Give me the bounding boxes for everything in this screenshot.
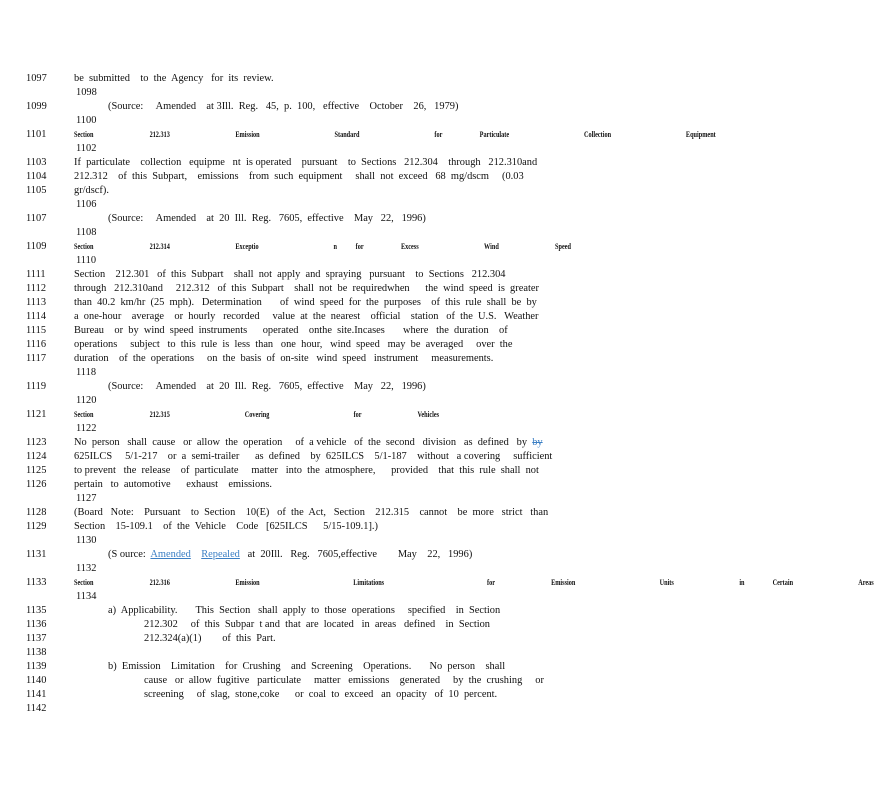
line-text: 212.324(a)(1) of this Part. (144, 633, 276, 644)
deleted-text: by (532, 437, 543, 448)
line-text: Section 212.316 Emission Limitations for Emission Units in Certain Areas (74, 578, 874, 587)
line-number: 1126 (26, 479, 47, 490)
line-text: 212.302 of this Subpar t and that are located in areas defined in Section (144, 619, 490, 630)
line-text: Section 212.314 Exceptio n for Excess Wind Speed (74, 242, 571, 251)
line-text: b) Emission Limitation for Crushing and Screening Operations. No person shall (108, 661, 506, 672)
line-number: 1099 (26, 101, 47, 112)
line-number: 1101 (26, 129, 47, 140)
line-text: (Source: Amended at 3Ill. Reg. 45, p. 100, effective October 26, 1979) (108, 101, 459, 112)
line-text: If particulate collection equipme nt is operated pursuant to Sections 212.304 through 212.310and (74, 157, 538, 168)
line-text: to prevent the release of particulate matter into the atmosphere, provided that this rule shall not (74, 465, 539, 476)
line-text: 1134 (76, 591, 97, 602)
line-text: (Board Note: Pursuant to Section 10(E) of the Act, Section 212.315 cannot be more strict than (74, 507, 549, 518)
line-number: 1140 (26, 675, 47, 686)
text-line (108, 605, 500, 617)
text-line (74, 339, 513, 351)
text-line (76, 367, 96, 379)
text-line (74, 157, 537, 169)
line-number: 1105 (26, 185, 47, 196)
spacer (191, 549, 201, 560)
text-line (108, 549, 472, 561)
text-line (74, 353, 493, 365)
line-text: Section 212.301 of this Subpart shall not apply and spraying pursuant to Sections 212.304 (74, 269, 506, 280)
source-tail: at 20Ill. Reg. 7605,effective May 22, 1996) (239, 549, 473, 560)
text-line (144, 619, 490, 631)
text-line (74, 185, 109, 197)
line-text: Section 212.315 Covering for Vehicles (74, 410, 440, 419)
line-text: 1118 (76, 367, 97, 378)
text-line (74, 269, 505, 281)
line-number: 1113 (26, 297, 47, 308)
text-line (76, 87, 97, 99)
text-line (76, 115, 96, 127)
line-number: 1131 (26, 549, 47, 560)
line-text: (Source: Amended at 20 Ill. Reg. 7605, effective May 22, 1996) (108, 381, 426, 392)
line-text: (S ource: (108, 549, 151, 560)
line-text: 1122 (76, 423, 97, 434)
line-number: 1142 (26, 703, 47, 714)
text-line (74, 297, 537, 309)
section-heading (74, 409, 439, 421)
line-number: 1123 (26, 437, 47, 448)
line-text: a) Applicability. This Section shall apply to those operations specified in Section (108, 605, 501, 616)
line-text: 212.312 of this Subpart, emissions from such equipment shall not exceed 68 mg/dscm (0.03 (74, 171, 524, 182)
text-line (76, 199, 96, 211)
text-line (76, 395, 96, 407)
text-line (74, 311, 538, 323)
text-line (76, 591, 96, 603)
line-number: 1129 (26, 521, 47, 532)
line-number: 1135 (26, 605, 47, 616)
text-line (76, 535, 96, 547)
line-text: 1120 (76, 395, 97, 406)
line-number: 1107 (26, 213, 47, 224)
line-number: 1104 (26, 171, 47, 182)
amended-link[interactable]: Amended (150, 549, 191, 560)
line-number: 1138 (26, 647, 47, 658)
line-text: (Source: Amended at 20 Ill. Reg. 7605, effective May 22, 1996) (108, 213, 426, 224)
line-number: 1115 (26, 325, 47, 336)
text-line (108, 213, 426, 225)
section-heading (74, 129, 716, 141)
line-text: a one-hour average or hourly recorded value at the nearest official station of the U.S. Weather (74, 311, 539, 322)
line-text: through 212.310and 212.312 of this Subpart shall not be requiredwhen the wind speed is greater (74, 283, 539, 294)
text-line (144, 633, 276, 645)
line-text: 625ILCS 5/1-217 or a semi-trailer as defined by 625ILCS 5/1-187 without a covering sufficient (74, 451, 553, 462)
line-text: Section 15-109.1 of the Vehicle Code [625ILCS 5/15-109.1].) (74, 521, 378, 532)
line-number: 1114 (26, 311, 47, 322)
text-line (76, 143, 96, 155)
line-number: 1103 (26, 157, 47, 168)
text-line (74, 521, 378, 533)
line-number: 1136 (26, 619, 47, 630)
line-number: 1128 (26, 507, 47, 518)
line-number: 1116 (26, 339, 47, 350)
line-text: pertain to automotive exhaust emissions. (74, 479, 272, 490)
text-line (76, 423, 96, 435)
line-text: Section 212.313 Emission Standard for Particulate Collection Equipment (74, 130, 716, 139)
line-number: 1111 (26, 269, 46, 280)
line-text: 1110 (76, 255, 97, 266)
text-line (144, 675, 544, 687)
line-number: 1141 (26, 689, 47, 700)
line-number: 1137 (26, 633, 47, 644)
text-line (74, 73, 274, 85)
text-line (74, 479, 272, 491)
line-number: 1097 (26, 73, 47, 84)
line-text: 1132 (76, 563, 97, 574)
text-line (76, 563, 96, 575)
line-number: 1133 (26, 577, 47, 588)
line-text: duration of the operations on the basis of on-site wind speed instrument measurements. (74, 353, 494, 364)
line-number: 1124 (26, 451, 47, 462)
line-number: 1112 (26, 283, 47, 294)
line-text: operations subject to this rule is less than one hour, wind speed may be averaged over the (74, 339, 513, 350)
line-text: Bureau or by wind speed instruments operated onthe site.Incases where the duration of (74, 325, 508, 336)
line-text: 1102 (76, 143, 97, 154)
line-text: be submitted to the Agency for its review. (74, 73, 274, 84)
line-text: screening of slag, stone,coke or coal to exceed an opacity of 10 percent. (144, 689, 498, 700)
line-text: 1098 (76, 87, 97, 98)
line-number: 1117 (26, 353, 47, 364)
text-line (144, 689, 497, 701)
text-line (74, 507, 548, 519)
text-line (76, 227, 96, 239)
line-number: 1125 (26, 465, 47, 476)
section-heading (74, 577, 874, 589)
text-line (74, 283, 539, 295)
line-text: 1108 (76, 227, 97, 238)
text-line (108, 381, 426, 393)
line-text: 1106 (76, 199, 97, 210)
text-line (74, 171, 524, 183)
line-number: 1109 (26, 241, 47, 252)
line-text: No person shall cause or allow the operation of a vehicle of the second division as defined by (74, 437, 533, 448)
repealed-link[interactable]: Repealed (201, 549, 240, 560)
line-text: gr/dscf). (74, 185, 109, 196)
text-line (74, 465, 539, 477)
text-line (108, 661, 505, 673)
text-line (74, 451, 552, 463)
line-text: than 40.2 km/hr (25 mph). Determination of wind speed for the purposes of this rule shall be by (74, 297, 537, 308)
line-text: 1100 (76, 115, 97, 126)
section-heading (74, 241, 571, 253)
line-number: 1121 (26, 409, 47, 420)
line-text: 1130 (76, 535, 97, 546)
line-number: 1119 (26, 381, 47, 392)
text-line (74, 325, 508, 337)
text-line (76, 255, 96, 267)
text-line (76, 493, 96, 505)
text-line (74, 437, 543, 449)
line-text: 1127 (76, 493, 97, 504)
text-line (108, 101, 458, 113)
line-number: 1139 (26, 661, 47, 672)
line-text: cause or allow fugitive particulate matter emissions generated by the crushing or (144, 675, 544, 686)
